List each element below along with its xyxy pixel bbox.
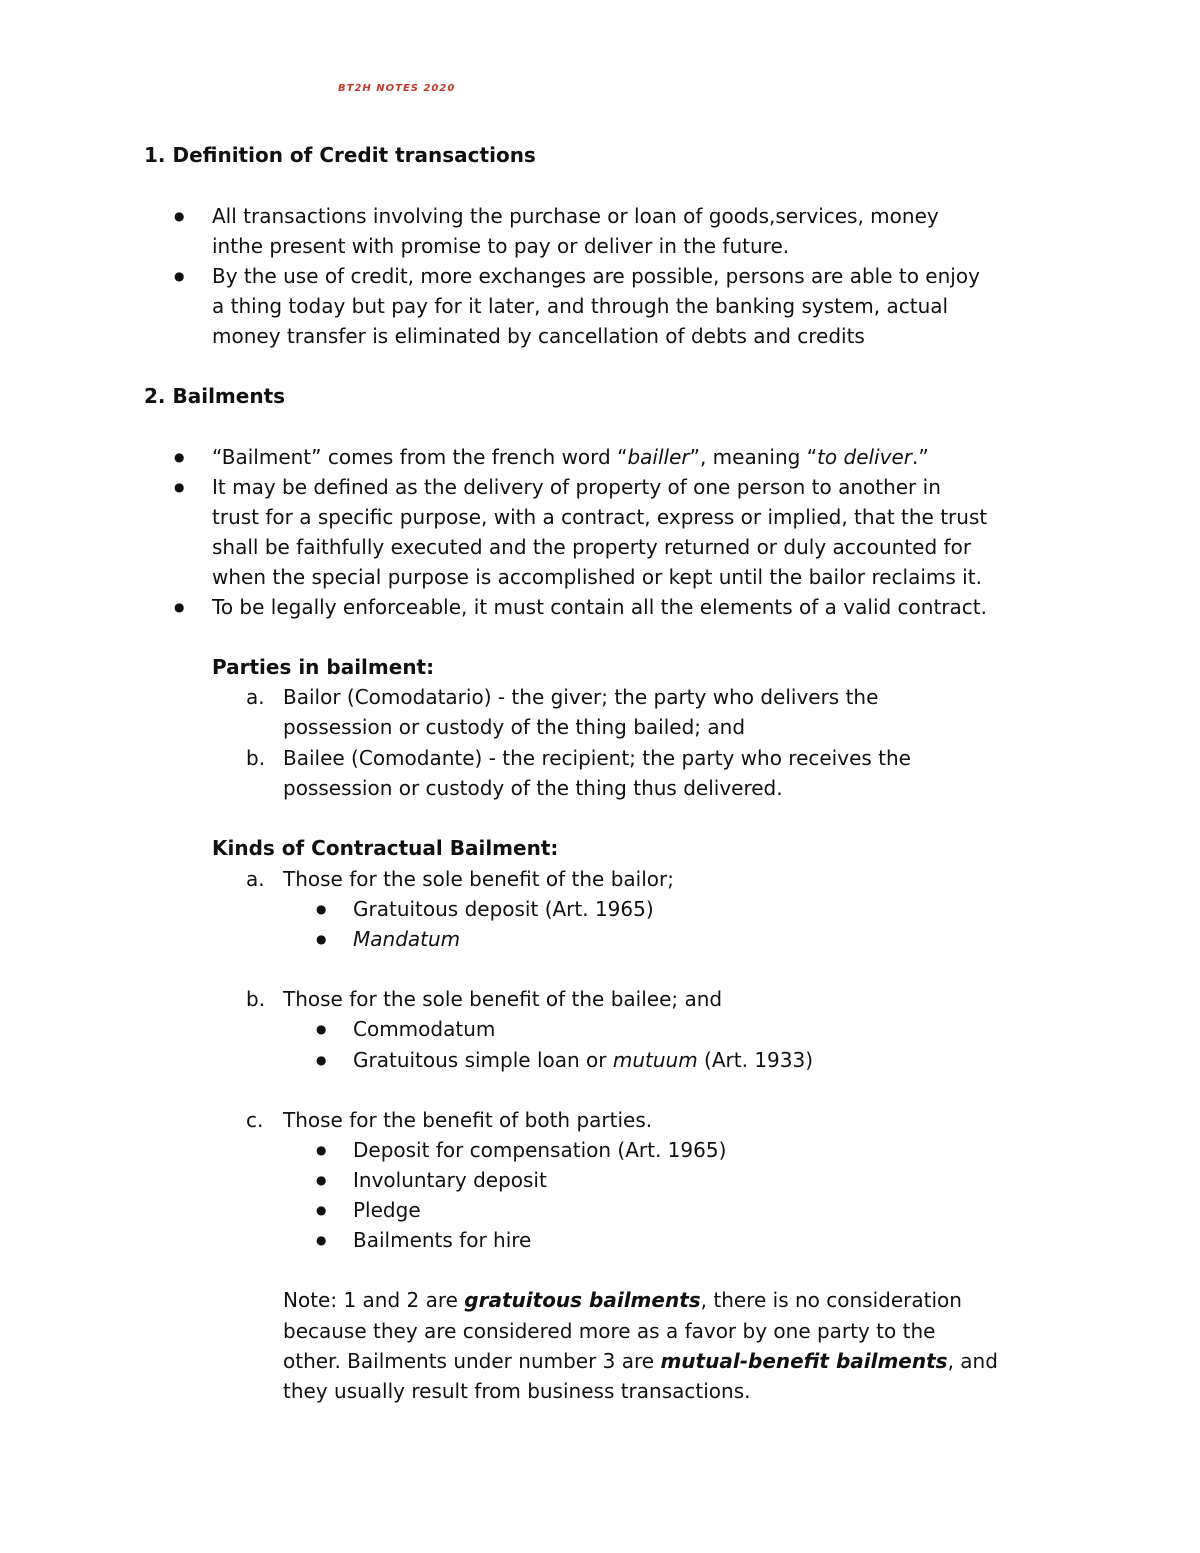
kinds-c-marker: c. [246, 1108, 264, 1132]
parties-a-line-1: Bailor (Comodatario) - the giver; the party who delivers the [283, 685, 879, 709]
kinds-a-item-2: Mandatum [353, 927, 461, 951]
bullet-icon [316, 924, 326, 957]
note-line-2: because they are considered more as a favor by one party to the [283, 1319, 936, 1343]
s1-bullet-1-line-2: inthe present with promise to pay or deliver in the future. [212, 234, 790, 258]
bullet-icon [174, 592, 184, 625]
kinds-c-item-1: Deposit for compensation (Art. 1965) [353, 1138, 727, 1162]
s1-bullet-2-line-2: a thing today but pay for it later, and through the banking system, actual [212, 294, 949, 318]
s2-bullet-2-line-2: trust for a specific purpose, with a contract, express or implied, that the trust [212, 505, 988, 529]
parties-a-marker: a. [246, 685, 265, 709]
kinds-a-text: Those for the sole benefit of the bailor; [283, 867, 674, 891]
parties-heading: Parties in bailment: [212, 655, 435, 679]
s2-bullet-2-line-3: shall be faithfully executed and the property returned or duly accounted for [212, 535, 972, 559]
kinds-b-item-1: Commodatum [353, 1017, 496, 1041]
header-note: BT2H NOTES 2020 [338, 83, 456, 94]
bullet-icon [174, 442, 184, 475]
note-line-4: they usually result from business transactions. [283, 1379, 751, 1403]
kinds-b-marker: b. [246, 987, 266, 1011]
kinds-a-marker: a. [246, 867, 265, 891]
kinds-c-text: Those for the benefit of both parties. [283, 1108, 653, 1132]
kinds-b-text: Those for the sole benefit of the bailee; and [283, 987, 723, 1011]
kinds-c-item-4: Bailments for hire [353, 1228, 532, 1252]
s1-bullet-1-line-1: All transactions involving the purchase or loan of goods,services, money [212, 204, 939, 228]
note-line-1: Note: 1 and 2 are gratuitous bailments, there is no consideration [283, 1288, 962, 1312]
note-line-3: other. Bailments under number 3 are mutual-benefit bailments, and [283, 1349, 998, 1373]
bullet-icon [174, 472, 184, 505]
kinds-c-item-2: Involuntary deposit [353, 1168, 547, 1192]
s1-bullet-2-line-3: money transfer is eliminated by cancellation of debts and credits [212, 324, 865, 348]
bullet-icon [316, 1195, 326, 1228]
bullet-icon [316, 1135, 326, 1168]
parties-b-line-2: possession or custody of the thing thus delivered. [283, 776, 783, 800]
s2-bullet-2-line-1: It may be defined as the delivery of property of one person to another in [212, 475, 941, 499]
section-2-heading: 2. Bailments [144, 384, 286, 408]
s2-bullet-2-line-4: when the special purpose is accomplished or kept until the bailor reclaims it. [212, 565, 982, 589]
section-1-heading: 1. Definition of Credit transactions [144, 143, 536, 167]
bullet-icon [174, 261, 184, 294]
kinds-b-item-2: Gratuitous simple loan or mutuum (Art. 1933) [353, 1048, 814, 1072]
kinds-a-item-1: Gratuitous deposit (Art. 1965) [353, 897, 654, 921]
parties-b-line-1: Bailee (Comodante) - the recipient; the party who receives the [283, 746, 911, 770]
kinds-c-item-3: Pledge [353, 1198, 421, 1222]
parties-b-marker: b. [246, 746, 266, 770]
bullet-icon [316, 1225, 326, 1258]
kinds-heading: Kinds of Contractual Bailment: [212, 836, 559, 860]
bullet-icon [316, 1014, 326, 1047]
bullet-icon [174, 201, 184, 234]
bullet-icon [316, 1165, 326, 1198]
parties-a-line-2: possession or custody of the thing bailed; and [283, 715, 746, 739]
bullet-icon [316, 894, 326, 927]
s1-bullet-2-line-1: By the use of credit, more exchanges are possible, persons are able to enjoy [212, 264, 980, 288]
bullet-icon [316, 1045, 326, 1078]
s2-bullet-1: “Bailment” comes from the french word “bailler”, meaning “to deliver.” [212, 445, 929, 469]
s2-bullet-3: To be legally enforceable, it must contain all the elements of a valid contract. [212, 595, 987, 619]
